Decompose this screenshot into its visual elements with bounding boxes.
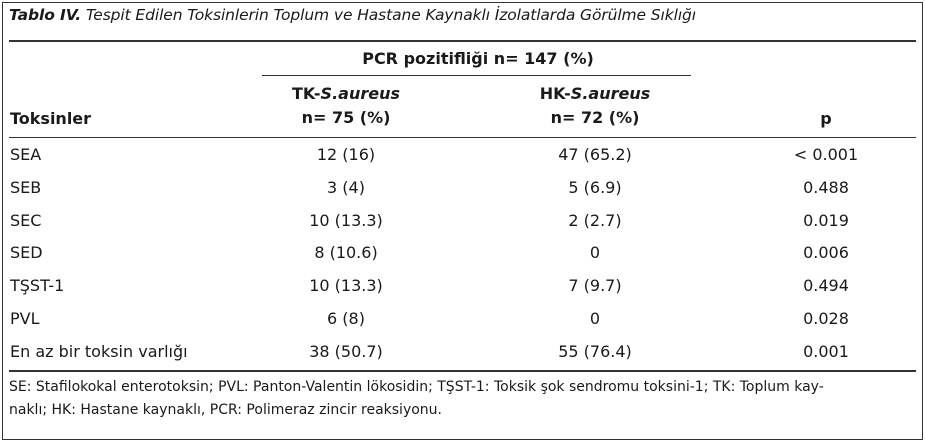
p-cell: 0.006 [803, 243, 849, 263]
header-rule [9, 137, 916, 138]
pcr-group-header: PCR pozitifliği n= 147 (%) [362, 49, 594, 68]
footnote-line-1: SE: Stafilokokal enterotoksin; PVL: Panton-Valentin lökosidin; TŞST-1: Toksik şok sendromu toksini-1; TK: Toplum kay- [9, 379, 824, 395]
tk-cell: 10 (13.3) [309, 210, 383, 230]
tk-cell: 3 (4) [327, 177, 365, 197]
hk-cell: 2 (2.7) [568, 210, 622, 230]
toxin-cell: TŞST-1 [10, 276, 65, 296]
tk-prefix: TK- [291, 84, 321, 103]
bottom-rule [9, 370, 916, 372]
table-caption: Tespit Edilen Toksinlerin Toplum ve Hastane Kaynaklı İzolatlarda Görülme Sıklığı [85, 6, 696, 24]
tk-cell: 6 (8) [327, 309, 365, 328]
p-header: p [820, 109, 832, 128]
hk-cell: 5 (6.9) [568, 177, 622, 197]
hk-prefix: HK- [539, 84, 571, 103]
footnote-line-2: naklı; HK: Hastane kaynaklı, PCR: Polimeraz zincir reaksiyonu. [9, 402, 442, 418]
title-rule [9, 40, 916, 42]
tk-cell: 8 (10.6) [314, 243, 378, 263]
hk-cell: 0 [589, 243, 601, 263]
hk-n: n= 72 (%) [550, 108, 640, 127]
table-title [9, 6, 696, 24]
toxin-cell: En az bir toksin varlığı [10, 341, 188, 361]
toxin-cell: PVL [10, 309, 40, 328]
toxin-cell: SED [10, 243, 43, 263]
p-cell: 0.028 [803, 309, 849, 328]
tk-header [292, 84, 400, 103]
p-cell: 0.488 [803, 177, 849, 197]
p-cell: < 0.001 [793, 145, 859, 164]
hk-cell: 7 (9.7) [568, 276, 622, 296]
toxin-cell: SEB [10, 177, 42, 197]
hk-cell: 47 (65.2) [558, 145, 632, 164]
p-cell: 0.001 [803, 341, 849, 361]
tk-cell: 12 (16) [316, 145, 376, 164]
p-cell: 0.494 [803, 276, 849, 296]
toxin-cell: SEA [10, 145, 42, 164]
p-cell: 0.019 [803, 210, 849, 230]
table-label: Tablo IV. [9, 6, 81, 24]
tk-cell: 10 (13.3) [309, 276, 383, 296]
tk-cell: 38 (50.7) [309, 341, 383, 361]
toxin-cell: SEC [10, 210, 42, 230]
hk-cell: 0 [589, 309, 601, 328]
group-rule [262, 75, 691, 76]
hk-header [540, 84, 651, 103]
toksinler-header: Toksinler [10, 109, 92, 128]
hk-species: S.aureus [570, 84, 651, 103]
tk-n: n= 75 (%) [301, 108, 391, 127]
tk-species: S.aureus [320, 84, 401, 103]
hk-cell: 55 (76.4) [558, 341, 632, 361]
